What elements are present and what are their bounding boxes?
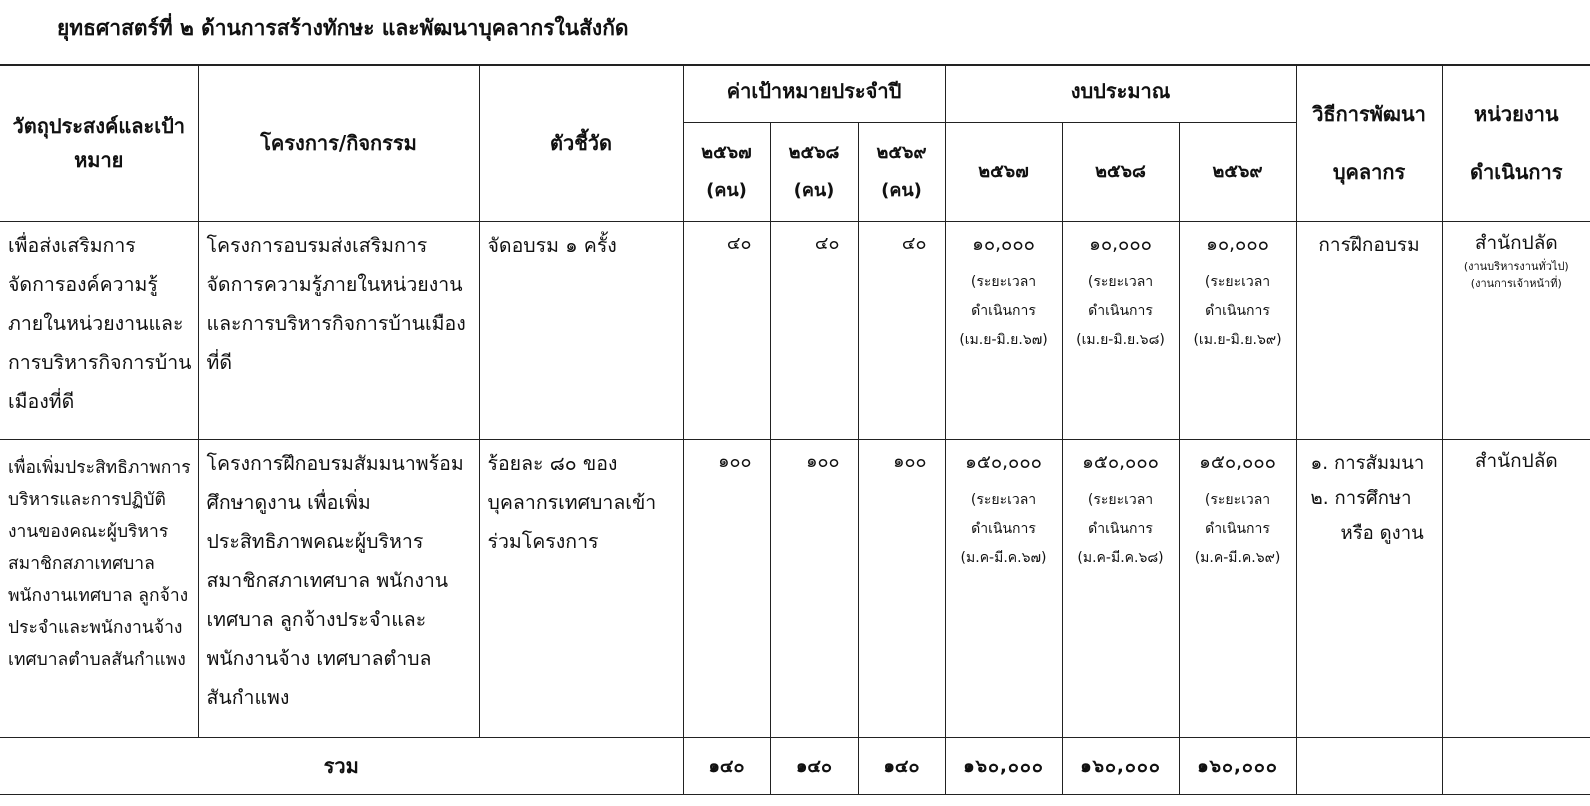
budget-amount: ๑๕๐,๐๐๐ (965, 451, 1042, 473)
total-target: ๑๔๐ (858, 737, 945, 794)
target-cell: ๑๐๐ (770, 439, 858, 737)
project-cell: โครงการอบรมส่งเสริมการจัดการความรู้ภายในหน่วยงานและการบริหารกิจการบ้านเมืองที่ดี (198, 221, 479, 439)
method-item: ๑. การสัมมนา (1310, 452, 1425, 474)
unit-name: สำนักปลัด (1474, 449, 1558, 472)
total-method-empty (1296, 737, 1442, 794)
budget-amount: ๑๐,๐๐๐ (1206, 233, 1269, 255)
budget-note: ดำเนินการ (1088, 302, 1153, 319)
budget-note: (ระยะเวลา (1204, 273, 1271, 290)
total-target: ๑๔๐ (770, 737, 858, 794)
total-budget: ๑๖๐,๐๐๐ (1179, 737, 1296, 794)
unit-cell (1442, 439, 1590, 737)
budget-note: (ระยะเวลา (970, 491, 1037, 508)
target-cell: ๑๐๐ (683, 439, 770, 737)
method-item: หรือ ดูงาน (1340, 522, 1424, 544)
header-unit: หน่วยงานดำเนินการ (1442, 65, 1590, 221)
total-row (0, 737, 1590, 794)
target-cell: ๔๐ (683, 221, 770, 439)
budget-cell (1062, 221, 1179, 439)
unit-note: (งานบริหารงานทั่วไป) (1463, 259, 1569, 273)
budget-amount: ๑๐,๐๐๐ (1089, 233, 1152, 255)
indicator-cell: ร้อยละ ๘๐ ของบุคลากรเทศบาลเข้าร่วมโครงการ (479, 439, 683, 737)
budget-note: ดำเนินการ (1205, 520, 1270, 537)
header-target-2569: ๒๕๖๙ (คน) (858, 122, 945, 221)
indicator-cell: จัดอบรม ๑ ครั้ง (479, 221, 683, 439)
budget-note: (เม.ย-มิ.ย.๖๗) (959, 331, 1048, 348)
budget-note: (ม.ค-มี.ค.๖๗) (960, 549, 1047, 566)
header-target-group: ค่าเป้าหมายประจำปี (683, 65, 945, 122)
table-row (0, 221, 1590, 439)
budget-note: ดำเนินการ (1088, 520, 1153, 537)
page-title: ยุทธศาสตร์ที่ ๒ ด้านการสร้างทักษะ และพัฒนาบุคลากรในสังกัด (57, 16, 629, 40)
strategy-table (0, 64, 1590, 795)
header-budget-2569: ๒๕๖๙ (1179, 122, 1296, 221)
budget-cell (945, 439, 1062, 737)
unit-note: (งานการเจ้าหน้าที่) (1470, 276, 1562, 290)
header-budget-2568: ๒๕๖๘ (1062, 122, 1179, 221)
header-budget-group: งบประมาณ (945, 65, 1296, 122)
budget-amount: ๑๐,๐๐๐ (972, 233, 1035, 255)
budget-amount: ๑๕๐,๐๐๐ (1199, 451, 1276, 473)
objective-cell: เพื่อเพิ่มประสิทธิภาพการบริหารและการปฏิบัติงานของคณะผู้บริหาร สมาชิกสภาเทศบาล พนักงานเทศบาล ลูกจ้างประจำและพนักงานจ้างเทศบาลตำบลสันกำแพง (0, 439, 198, 737)
total-budget: ๑๖๐,๐๐๐ (1062, 737, 1179, 794)
method-cell (1296, 439, 1442, 737)
header-project: โครงการ/กิจกรรม (198, 65, 479, 221)
header-indicator: ตัวชี้วัด (479, 65, 683, 221)
budget-note: (ระยะเวลา (1087, 491, 1154, 508)
unit-cell (1442, 221, 1590, 439)
header-target-2568: ๒๕๖๘ (คน) (770, 122, 858, 221)
objective-cell: เพื่อส่งเสริมการจัดการองค์ความรู้ภายในหน่วยงานและการบริหารกิจการบ้านเมืองที่ดี (0, 221, 198, 439)
target-cell: ๔๐ (770, 221, 858, 439)
budget-note: ดำเนินการ (971, 520, 1036, 537)
budget-cell (1062, 439, 1179, 737)
budget-note: (ม.ค-มี.ค.๖๘) (1077, 549, 1164, 566)
header-row-1 (0, 65, 1590, 122)
table-row (0, 439, 1590, 737)
budget-note: (เม.ย-มิ.ย.๖๙) (1193, 331, 1282, 348)
method-cell: การฝึกอบรม (1296, 221, 1442, 439)
header-budget-2567: ๒๕๖๗ (945, 122, 1062, 221)
header-objective: วัตถุประสงค์และเป้าหมาย (0, 65, 198, 221)
unit-name: สำนักปลัด (1474, 231, 1558, 254)
budget-note: ดำเนินการ (1205, 302, 1270, 319)
budget-cell (1179, 221, 1296, 439)
budget-note: (เม.ย-มิ.ย.๖๘) (1076, 331, 1165, 348)
total-target: ๑๔๐ (683, 737, 770, 794)
total-label: รวม (0, 737, 683, 794)
budget-note: ดำเนินการ (971, 302, 1036, 319)
header-method: วิธีการพัฒนาบุคลากร (1296, 65, 1442, 221)
method-item: ๒. การศึกษา (1310, 487, 1412, 509)
target-cell: ๑๐๐ (858, 439, 945, 737)
budget-note: (ระยะเวลา (970, 273, 1037, 290)
target-cell: ๔๐ (858, 221, 945, 439)
budget-amount: ๑๕๐,๐๐๐ (1082, 451, 1159, 473)
budget-note: (ระยะเวลา (1087, 273, 1154, 290)
project-cell: โครงการฝึกอบรมสัมมนาพร้อมศึกษาดูงาน เพื่อเพิ่มประสิทธิภาพคณะผู้บริหาร สมาชิกสภาเทศบาล พนักงานเทศบาล ลูกจ้างประจำและพนักงานจ้าง เทศบาลตำบลสันกำแพง (198, 439, 479, 737)
budget-note: (ระยะเวลา (1204, 491, 1271, 508)
header-target-2567: ๒๕๖๗ (คน) (683, 122, 770, 221)
total-unit-empty (1442, 737, 1590, 794)
budget-cell (1179, 439, 1296, 737)
budget-cell (945, 221, 1062, 439)
total-budget: ๑๖๐,๐๐๐ (945, 737, 1062, 794)
budget-note: (ม.ค-มี.ค.๖๙) (1194, 549, 1281, 566)
